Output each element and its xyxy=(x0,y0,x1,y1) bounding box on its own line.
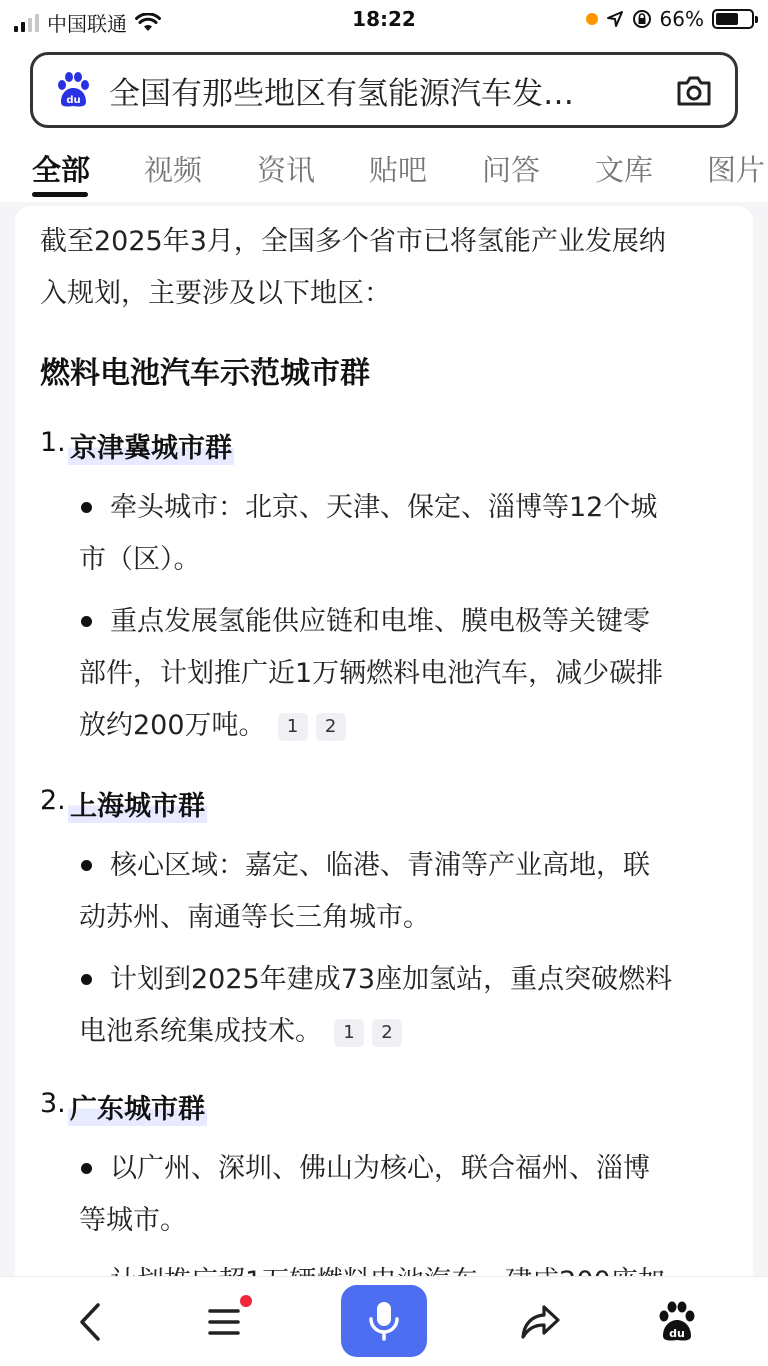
bullet-dot xyxy=(81,616,92,627)
citation-badge[interactable]: 2 xyxy=(316,713,346,741)
chevron-left-icon[interactable] xyxy=(68,1299,114,1345)
citation-badge[interactable]: 1 xyxy=(278,713,308,741)
intro-text-line-1: 截至2025年3月，全国多个省市已将氢能产业发展纳 xyxy=(40,226,666,257)
bullet-text-line: 等城市。 xyxy=(79,1205,187,1236)
search-tabs xyxy=(0,140,768,202)
bullet-dot xyxy=(81,860,92,871)
bullet-dot xyxy=(81,1163,92,1174)
bullet-dot xyxy=(81,502,92,513)
battery-icon xyxy=(712,9,754,29)
bottom-toolbar xyxy=(0,1276,768,1366)
section-heading: 燃料电池汽车示范城市群 xyxy=(40,356,370,391)
search-header xyxy=(0,40,768,140)
bullet-text: 电池系统集成技术。 xyxy=(79,1016,322,1047)
tab-video[interactable]: 视频 xyxy=(144,153,203,187)
status-bar xyxy=(0,0,768,40)
group-title-shanghai[interactable]: 上海城市群 xyxy=(68,784,207,823)
privacy-indicator-icon xyxy=(586,13,598,25)
tab-images[interactable]: 图片 xyxy=(707,153,766,187)
ai-answer-card xyxy=(15,206,753,1306)
location-arrow-icon xyxy=(606,10,624,28)
bullet-text-line: 重点发展氢能供应链和电堆、膜电极等关键零 xyxy=(110,606,650,637)
bullet-text-line: 部件，计划推广近1万辆燃料电池汽车，减少碳排 xyxy=(79,658,664,689)
search-box[interactable] xyxy=(30,52,738,128)
svg-text:du: du xyxy=(66,95,81,106)
bullet-text-line: 以广州、深圳、佛山为核心，联合福州、淄博 xyxy=(110,1153,650,1184)
group-title-jingjinji[interactable]: 京津冀城市群 xyxy=(68,426,234,465)
intro-text-line-2: 入规划，主要涉及以下地区： xyxy=(40,278,391,309)
group-title-guangdong[interactable]: 广东城市群 xyxy=(68,1087,207,1126)
active-tab-indicator xyxy=(32,192,88,197)
baidu-paw-icon[interactable] xyxy=(654,1299,700,1345)
bullet-dot xyxy=(81,974,92,985)
list-number: 3. xyxy=(40,1088,66,1119)
bullet-text-line: 计划到2025年建成73座加氢站，重点突破燃料 xyxy=(110,964,673,995)
tab-wenku[interactable]: 文库 xyxy=(595,153,654,187)
tab-tieba[interactable]: 贴吧 xyxy=(369,153,428,187)
baidu-paw-icon xyxy=(53,70,93,110)
bullet-text-line-with-citations xyxy=(79,700,346,752)
tab-qa[interactable]: 问答 xyxy=(482,153,541,187)
search-input[interactable]: 全国有那些地区有氢能源汽车发… xyxy=(109,75,574,112)
bullet-text-line: 市（区）。 xyxy=(79,544,201,575)
bullet-text-line: 牵头城市：北京、天津、保定、淄博等12个城 xyxy=(110,492,658,523)
citation-badge[interactable]: 2 xyxy=(372,1019,402,1047)
notification-dot xyxy=(240,1295,252,1307)
clock: 18:22 xyxy=(352,7,416,31)
citation-badge[interactable]: 1 xyxy=(334,1019,364,1047)
status-bar-right xyxy=(586,7,754,31)
battery-percent: 66% xyxy=(659,7,704,31)
list-number: 2. xyxy=(40,785,66,816)
bullet-text: 放约200万吨。 xyxy=(79,710,266,741)
carrier-name: 中国联通 xyxy=(47,12,127,36)
camera-icon[interactable] xyxy=(675,73,713,109)
list-number: 1. xyxy=(40,427,66,458)
bullet-text-line: 动苏州、南通等长三角城市。 xyxy=(79,902,430,933)
bullet-text-line-with-citations xyxy=(79,1006,402,1058)
bullet-text-line: 核心区域：嘉定、临港、青浦等产业高地，联 xyxy=(110,850,650,881)
battery-level xyxy=(716,13,738,25)
share-icon[interactable] xyxy=(518,1299,564,1345)
tab-all[interactable]: 全部 xyxy=(32,153,91,187)
voice-search-button[interactable] xyxy=(341,1285,427,1357)
microphone-icon xyxy=(364,1299,404,1343)
orientation-lock-icon xyxy=(632,9,652,29)
tab-news[interactable]: 资讯 xyxy=(257,153,316,187)
svg-text:du: du xyxy=(669,1327,685,1340)
